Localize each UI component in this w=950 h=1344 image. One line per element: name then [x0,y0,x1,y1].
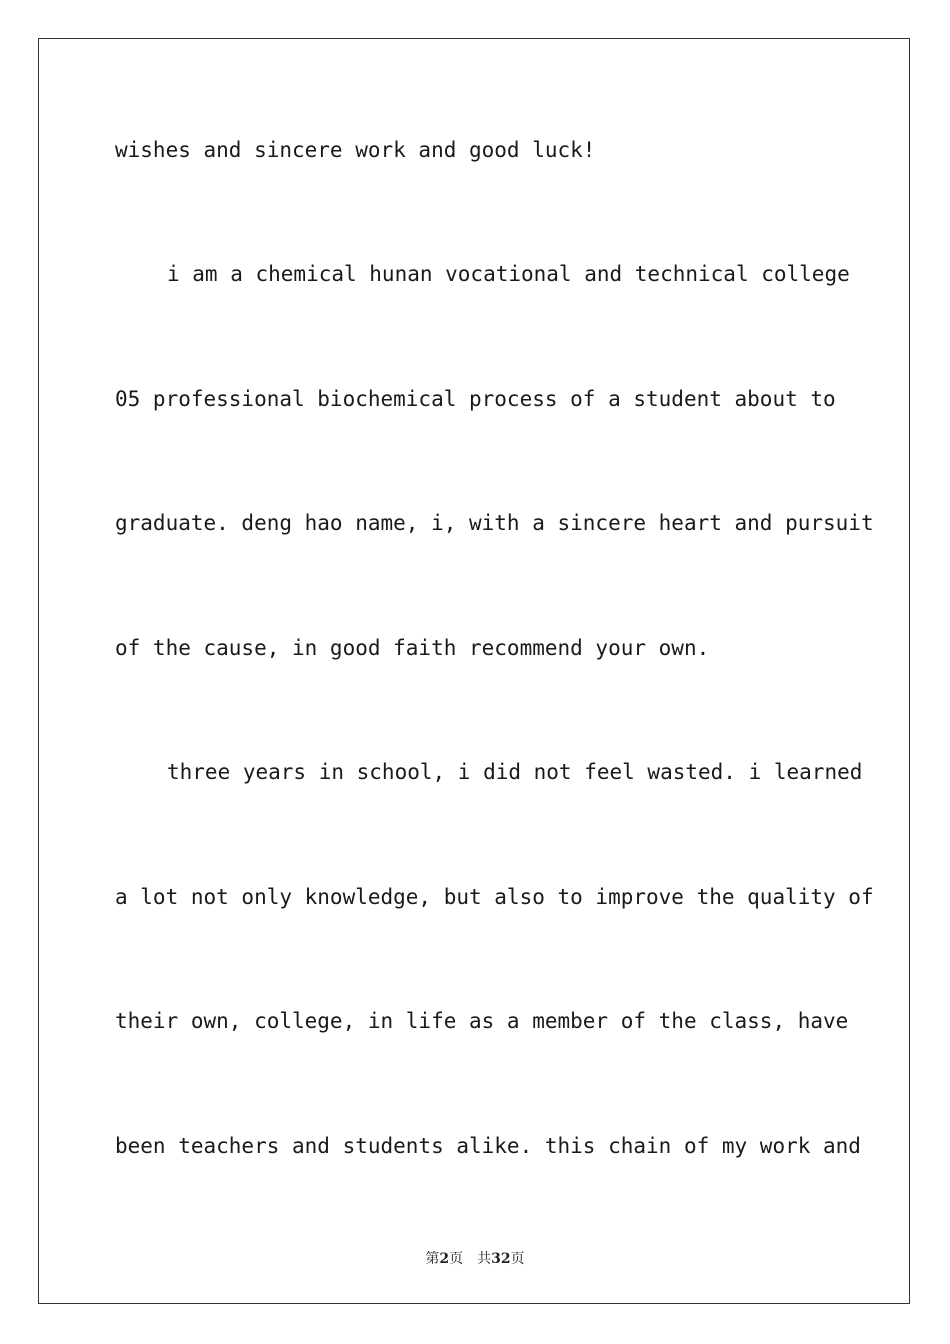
text-line-4: graduate. deng hao name, i, with a sincere heart and pursuit [115,511,874,535]
page-border [38,38,910,1304]
text-line-8: their own, college, in life as a member of the class, have [115,1009,849,1033]
text-line-7: a lot not only knowledge, but also to improve the quality of [115,885,874,909]
text-line-2: i am a chemical hunan vocational and technical college [167,262,850,286]
total-suffix: 页 [510,1251,525,1267]
page-suffix: 页 [449,1251,464,1267]
text-line-3: 05 professional biochemical process of a student about to [115,387,836,411]
page-number: 2 [439,1251,450,1267]
text-line-6: three years in school, i did not feel wasted. i learned [167,760,863,784]
page-prefix: 第 [425,1251,440,1267]
total-pages: 32 [491,1251,511,1267]
page-footer [0,1248,950,1268]
text-line-9: been teachers and students alike. this chain of my work and [115,1134,861,1158]
text-line-5: of the cause, in good faith recommend your own. [115,636,710,660]
text-line-1: wishes and sincere work and good luck! [115,138,596,162]
total-prefix: 共 [477,1251,492,1267]
